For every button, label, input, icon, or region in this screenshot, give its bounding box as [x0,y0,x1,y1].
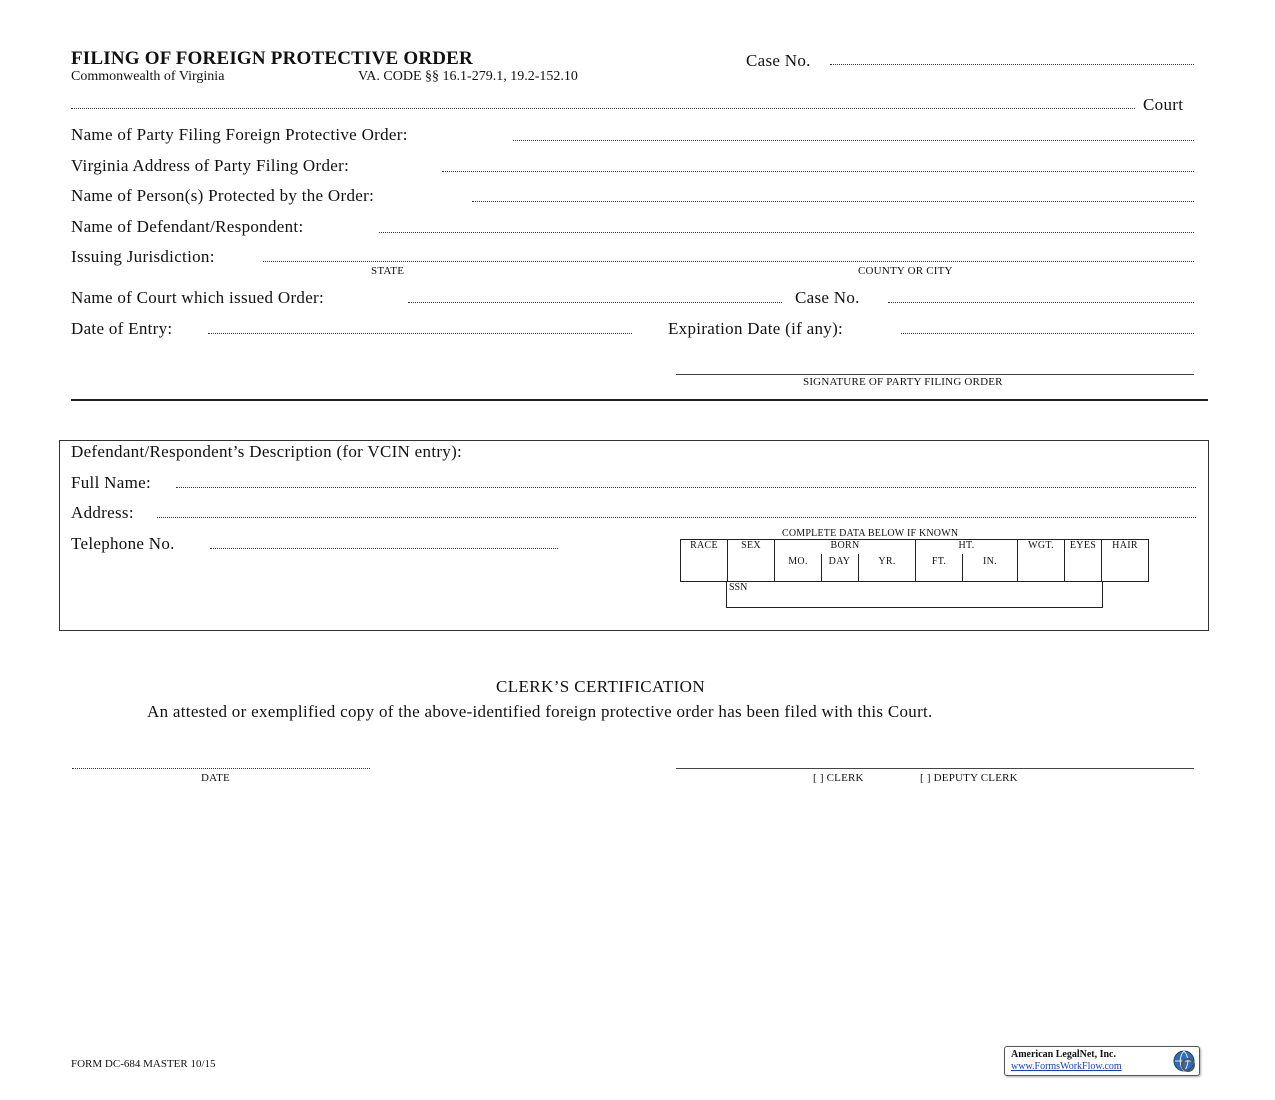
issuing-court-line [408,302,782,303]
ssn-header: SSN [729,582,748,593]
defendant-line [379,232,1194,233]
party-name-label: Name of Party Filing Foreign Protective Order: [71,125,408,144]
court-label: Court [1143,95,1184,114]
race-cell[interactable] [681,540,728,582]
defendant-input[interactable] [379,216,1198,236]
telephone-label: Telephone No. [71,534,175,553]
born-day-cell[interactable] [821,554,859,582]
protected-persons-line [472,201,1194,202]
clerk-date-line [72,768,370,769]
clerk-date-input[interactable] [72,754,374,774]
issuing-court-input[interactable] [408,287,786,307]
vcin-heading: Defendant/Respondent’s Description (for VCIN entry): [71,442,463,461]
ht-in-cell[interactable] [963,554,1017,582]
form-id: FORM DC-684 MASTER 10/15 [71,1058,216,1070]
case-no-line [830,64,1194,65]
mo-header: MO. [788,556,808,567]
order-case-no-label: Case No. [795,288,860,307]
protected-persons-label: Name of Person(s) Protected by the Order: [71,186,375,205]
wgt-header: WGT. [1028,540,1054,551]
american-legalnet-logo[interactable] [1004,1046,1200,1076]
court-name-input[interactable] [71,92,1139,112]
born-mo-cell[interactable] [775,554,822,582]
telephone-input[interactable] [210,533,562,553]
yr-header: YR. [878,556,896,567]
address-input[interactable] [157,502,1200,522]
hair-header: HAIR [1112,540,1138,551]
date-of-entry-line [208,333,632,334]
clerk-statement: An attested or exemplified copy of the above-identified foreign protective order has been filed with this Court. [147,702,933,721]
sex-header: SEX [741,540,761,551]
ssn-cell[interactable] [726,581,1103,608]
date-caption: DATE [201,772,230,784]
protected-persons-input[interactable] [472,185,1198,205]
va-address-label: Virginia Address of Party Filing Order: [71,156,350,175]
full-name-label: Full Name: [71,473,151,492]
date-of-entry-label: Date of Entry: [71,319,173,338]
signature-line[interactable] [676,374,1194,375]
issuing-jurisdiction-input[interactable] [263,246,1198,266]
telephone-line [210,548,558,549]
case-no-input[interactable] [830,50,1198,70]
case-no-label: Case No. [746,51,811,70]
ft-header: FT. [931,556,947,567]
date-of-entry-input[interactable] [208,318,636,338]
deputy-clerk-checkbox-option[interactable]: [ ] DEPUTY CLERK [920,772,1018,784]
ht-cell[interactable] [916,540,1018,582]
full-name-line [176,487,1196,488]
state-caption: STATE [371,265,405,277]
clerk-signature-line[interactable] [676,768,1194,769]
address-label: Address: [71,503,134,522]
section-divider [71,399,1208,401]
ht-ft-cell[interactable] [916,554,963,582]
order-case-no-line [888,302,1194,303]
born-cell[interactable] [775,540,916,582]
born-yr-cell[interactable] [859,554,915,582]
hair-cell[interactable] [1102,540,1149,582]
party-name-input[interactable] [513,124,1198,144]
race-header: RACE [690,540,718,551]
ht-header: HT. [958,540,975,551]
court-name-line [71,108,1135,109]
county-caption: COUNTY OR CITY [858,265,953,277]
order-case-no-input[interactable] [888,287,1198,307]
logo-company-name: American LegalNet, Inc. [1011,1049,1116,1060]
wgt-cell[interactable] [1018,540,1065,582]
eyes-cell[interactable] [1065,540,1102,582]
eyes-header: EYES [1069,540,1097,551]
descriptor-grid [680,539,1149,582]
signature-caption: SIGNATURE OF PARTY FILING ORDER [803,376,1003,388]
in-header: IN. [983,556,997,567]
defendant-label: Name of Defendant/Respondent: [71,217,304,236]
expiration-date-line [901,333,1194,334]
complete-data-note: COMPLETE DATA BELOW IF KNOWN [782,528,959,539]
issuing-jurisdiction-label: Issuing Jurisdiction: [71,247,215,266]
party-name-line [513,140,1194,141]
va-address-line [442,171,1194,172]
address-line [157,517,1196,518]
form-title: FILING OF FOREIGN PROTECTIVE ORDER [71,48,473,69]
va-address-input[interactable] [442,155,1198,175]
clerk-certification-heading: CLERK’S CERTIFICATION [496,677,706,696]
jurisdiction-label: Commonwealth of Virginia [71,69,225,84]
logo-url-link[interactable]: www.FormsWorkFlow.com [1011,1061,1122,1072]
globe-icon [1172,1049,1196,1073]
born-header: BORN [830,540,860,551]
full-name-input[interactable] [176,472,1200,492]
expiration-date-label: Expiration Date (if any): [668,319,844,338]
clerk-checkbox-option[interactable]: [ ] CLERK [813,772,864,784]
issuing-court-label: Name of Court which issued Order: [71,288,325,307]
sex-cell[interactable] [728,540,775,582]
day-header: DAY [828,556,851,567]
va-code-label: VA. CODE §§ 16.1-279.1, 19.2-152.10 [358,69,578,84]
issuing-jurisdiction-line [263,261,1194,262]
expiration-date-input[interactable] [901,318,1198,338]
